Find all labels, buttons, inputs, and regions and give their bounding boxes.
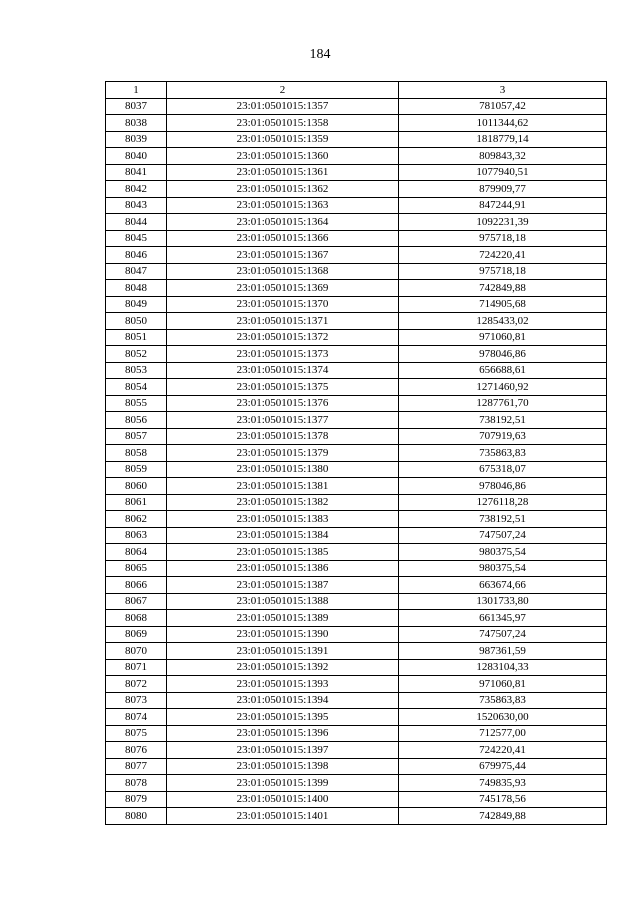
cadastral-number-cell: 23:01:0501015:1400 <box>167 791 399 808</box>
cadastral-number-cell: 23:01:0501015:1393 <box>167 676 399 693</box>
table-row <box>106 197 607 214</box>
table-row <box>106 445 607 462</box>
row-number-cell: 8068 <box>106 610 167 627</box>
value-cell: 714905,68 <box>399 296 607 313</box>
cadastral-number-cell: 23:01:0501015:1377 <box>167 412 399 429</box>
table-row <box>106 791 607 808</box>
row-number-cell: 8075 <box>106 725 167 742</box>
cadastral-number-cell: 23:01:0501015:1371 <box>167 313 399 330</box>
value-cell: 975718,18 <box>399 230 607 247</box>
value-cell: 679975,44 <box>399 758 607 775</box>
row-number-cell: 8056 <box>106 412 167 429</box>
value-cell: 1818779,14 <box>399 131 607 148</box>
table-row <box>106 115 607 132</box>
value-cell: 747507,24 <box>399 626 607 643</box>
cadastral-number-cell: 23:01:0501015:1369 <box>167 280 399 297</box>
row-number-cell: 8051 <box>106 329 167 346</box>
row-number-cell: 8080 <box>106 808 167 825</box>
table-row <box>106 346 607 363</box>
value-cell: 975718,18 <box>399 263 607 280</box>
value-cell: 847244,91 <box>399 197 607 214</box>
row-number-cell: 8047 <box>106 263 167 280</box>
row-number-cell: 8078 <box>106 775 167 792</box>
value-cell: 661345,97 <box>399 610 607 627</box>
page-number: 184 <box>309 47 331 62</box>
row-number-cell: 8040 <box>106 148 167 165</box>
value-cell: 1011344,62 <box>399 115 607 132</box>
row-number-cell: 8048 <box>106 280 167 297</box>
column-header: 1 <box>106 82 167 99</box>
value-cell: 724220,41 <box>399 247 607 264</box>
value-cell: 1276118,28 <box>399 494 607 511</box>
value-cell: 978046,86 <box>399 478 607 495</box>
row-number-cell: 8037 <box>106 98 167 115</box>
cadastral-number-cell: 23:01:0501015:1395 <box>167 709 399 726</box>
table-row <box>106 379 607 396</box>
cadastral-number-cell: 23:01:0501015:1398 <box>167 758 399 775</box>
value-cell: 745178,56 <box>399 791 607 808</box>
cadastral-number-cell: 23:01:0501015:1389 <box>167 610 399 627</box>
table-row <box>106 494 607 511</box>
table-row <box>106 511 607 528</box>
table-row <box>106 626 607 643</box>
row-number-cell: 8079 <box>106 791 167 808</box>
table-row <box>106 461 607 478</box>
value-cell: 980375,54 <box>399 560 607 577</box>
row-number-cell: 8063 <box>106 527 167 544</box>
table-header <box>106 82 607 99</box>
value-cell: 724220,41 <box>399 742 607 759</box>
value-cell: 971060,81 <box>399 329 607 346</box>
table-row <box>106 148 607 165</box>
cadastral-number-cell: 23:01:0501015:1359 <box>167 131 399 148</box>
table-row <box>106 313 607 330</box>
cadastral-number-cell: 23:01:0501015:1379 <box>167 445 399 462</box>
value-cell: 663674,66 <box>399 577 607 594</box>
row-number-cell: 8066 <box>106 577 167 594</box>
row-number-cell: 8074 <box>106 709 167 726</box>
value-cell: 712577,00 <box>399 725 607 742</box>
cadastral-number-cell: 23:01:0501015:1384 <box>167 527 399 544</box>
table-row <box>106 593 607 610</box>
table-row <box>106 544 607 561</box>
cadastral-number-cell: 23:01:0501015:1374 <box>167 362 399 379</box>
value-cell: 738192,51 <box>399 412 607 429</box>
value-cell: 809843,32 <box>399 148 607 165</box>
table-row <box>106 775 607 792</box>
cadastral-number-cell: 23:01:0501015:1378 <box>167 428 399 445</box>
row-number-cell: 8050 <box>106 313 167 330</box>
row-number-cell: 8053 <box>106 362 167 379</box>
cadastral-number-cell: 23:01:0501015:1390 <box>167 626 399 643</box>
table-body <box>106 98 607 824</box>
cadastral-number-cell: 23:01:0501015:1372 <box>167 329 399 346</box>
row-number-cell: 8058 <box>106 445 167 462</box>
row-number-cell: 8039 <box>106 131 167 148</box>
cadastral-number-cell: 23:01:0501015:1399 <box>167 775 399 792</box>
row-number-cell: 8045 <box>106 230 167 247</box>
table-row <box>106 478 607 495</box>
row-number-cell: 8049 <box>106 296 167 313</box>
data-table <box>105 81 607 825</box>
table-row <box>106 692 607 709</box>
cadastral-number-cell: 23:01:0501015:1358 <box>167 115 399 132</box>
row-number-cell: 8073 <box>106 692 167 709</box>
row-number-cell: 8055 <box>106 395 167 412</box>
value-cell: 707919,63 <box>399 428 607 445</box>
value-cell: 1285433,02 <box>399 313 607 330</box>
cadastral-number-cell: 23:01:0501015:1366 <box>167 230 399 247</box>
table-row <box>106 610 607 627</box>
value-cell: 742849,88 <box>399 280 607 297</box>
cadastral-number-cell: 23:01:0501015:1381 <box>167 478 399 495</box>
table-row <box>106 560 607 577</box>
value-cell: 879909,77 <box>399 181 607 198</box>
value-cell: 749835,93 <box>399 775 607 792</box>
row-number-cell: 8065 <box>106 560 167 577</box>
table-row <box>106 709 607 726</box>
cadastral-number-cell: 23:01:0501015:1364 <box>167 214 399 231</box>
cadastral-number-cell: 23:01:0501015:1388 <box>167 593 399 610</box>
row-number-cell: 8060 <box>106 478 167 495</box>
row-number-cell: 8062 <box>106 511 167 528</box>
row-number-cell: 8067 <box>106 593 167 610</box>
row-number-cell: 8052 <box>106 346 167 363</box>
table-row <box>106 676 607 693</box>
cadastral-number-cell: 23:01:0501015:1370 <box>167 296 399 313</box>
cadastral-number-cell: 23:01:0501015:1360 <box>167 148 399 165</box>
table-row <box>106 263 607 280</box>
value-cell: 675318,07 <box>399 461 607 478</box>
table-row <box>106 395 607 412</box>
cadastral-number-cell: 23:01:0501015:1375 <box>167 379 399 396</box>
value-cell: 738192,51 <box>399 511 607 528</box>
cadastral-number-cell: 23:01:0501015:1391 <box>167 643 399 660</box>
table-row <box>106 428 607 445</box>
table-row <box>106 280 607 297</box>
row-number-cell: 8046 <box>106 247 167 264</box>
row-number-cell: 8054 <box>106 379 167 396</box>
value-cell: 971060,81 <box>399 676 607 693</box>
table-row <box>106 659 607 676</box>
row-number-cell: 8043 <box>106 197 167 214</box>
table-row <box>106 247 607 264</box>
table-row <box>106 214 607 231</box>
row-number-cell: 8064 <box>106 544 167 561</box>
cadastral-number-cell: 23:01:0501015:1368 <box>167 263 399 280</box>
cadastral-number-cell: 23:01:0501015:1361 <box>167 164 399 181</box>
table-row <box>106 808 607 825</box>
row-number-cell: 8072 <box>106 676 167 693</box>
row-number-cell: 8042 <box>106 181 167 198</box>
cadastral-number-cell: 23:01:0501015:1382 <box>167 494 399 511</box>
row-number-cell: 8077 <box>106 758 167 775</box>
table-row <box>106 742 607 759</box>
row-number-cell: 8076 <box>106 742 167 759</box>
cadastral-number-cell: 23:01:0501015:1376 <box>167 395 399 412</box>
cadastral-number-cell: 23:01:0501015:1367 <box>167 247 399 264</box>
row-number-cell: 8059 <box>106 461 167 478</box>
cadastral-number-cell: 23:01:0501015:1392 <box>167 659 399 676</box>
column-header: 3 <box>399 82 607 99</box>
value-cell: 1520630,00 <box>399 709 607 726</box>
cadastral-number-cell: 23:01:0501015:1373 <box>167 346 399 363</box>
cadastral-number-cell: 23:01:0501015:1394 <box>167 692 399 709</box>
table-row <box>106 527 607 544</box>
cadastral-number-cell: 23:01:0501015:1397 <box>167 742 399 759</box>
cadastral-number-cell: 23:01:0501015:1396 <box>167 725 399 742</box>
cadastral-number-cell: 23:01:0501015:1362 <box>167 181 399 198</box>
cadastral-number-cell: 23:01:0501015:1363 <box>167 197 399 214</box>
table-row <box>106 577 607 594</box>
row-number-cell: 8061 <box>106 494 167 511</box>
cadastral-number-cell: 23:01:0501015:1380 <box>167 461 399 478</box>
value-cell: 781057,42 <box>399 98 607 115</box>
row-number-cell: 8041 <box>106 164 167 181</box>
value-cell: 656688,61 <box>399 362 607 379</box>
value-cell: 1271460,92 <box>399 379 607 396</box>
value-cell: 1077940,51 <box>399 164 607 181</box>
value-cell: 735863,83 <box>399 445 607 462</box>
row-number-cell: 8038 <box>106 115 167 132</box>
table-row <box>106 164 607 181</box>
value-cell: 1287761,70 <box>399 395 607 412</box>
row-number-cell: 8070 <box>106 643 167 660</box>
table-row <box>106 329 607 346</box>
value-cell: 735863,83 <box>399 692 607 709</box>
value-cell: 747507,24 <box>399 527 607 544</box>
table-row <box>106 181 607 198</box>
cadastral-number-cell: 23:01:0501015:1387 <box>167 577 399 594</box>
cadastral-number-cell: 23:01:0501015:1401 <box>167 808 399 825</box>
cadastral-number-cell: 23:01:0501015:1385 <box>167 544 399 561</box>
row-number-cell: 8057 <box>106 428 167 445</box>
table-row <box>106 725 607 742</box>
table-row <box>106 643 607 660</box>
cadastral-number-cell: 23:01:0501015:1357 <box>167 98 399 115</box>
cadastral-number-cell: 23:01:0501015:1386 <box>167 560 399 577</box>
value-cell: 1283104,33 <box>399 659 607 676</box>
table-row <box>106 362 607 379</box>
value-cell: 978046,86 <box>399 346 607 363</box>
value-cell: 987361,59 <box>399 643 607 660</box>
table-row <box>106 412 607 429</box>
row-number-cell: 8069 <box>106 626 167 643</box>
table-row <box>106 131 607 148</box>
row-number-cell: 8071 <box>106 659 167 676</box>
value-cell: 1301733,80 <box>399 593 607 610</box>
table-row <box>106 230 607 247</box>
value-cell: 1092231,39 <box>399 214 607 231</box>
column-header: 2 <box>167 82 399 99</box>
value-cell: 742849,88 <box>399 808 607 825</box>
header-row <box>106 82 607 99</box>
value-cell: 980375,54 <box>399 544 607 561</box>
cadastral-number-cell: 23:01:0501015:1383 <box>167 511 399 528</box>
table-row <box>106 758 607 775</box>
row-number-cell: 8044 <box>106 214 167 231</box>
table-row <box>106 296 607 313</box>
table-row <box>106 98 607 115</box>
